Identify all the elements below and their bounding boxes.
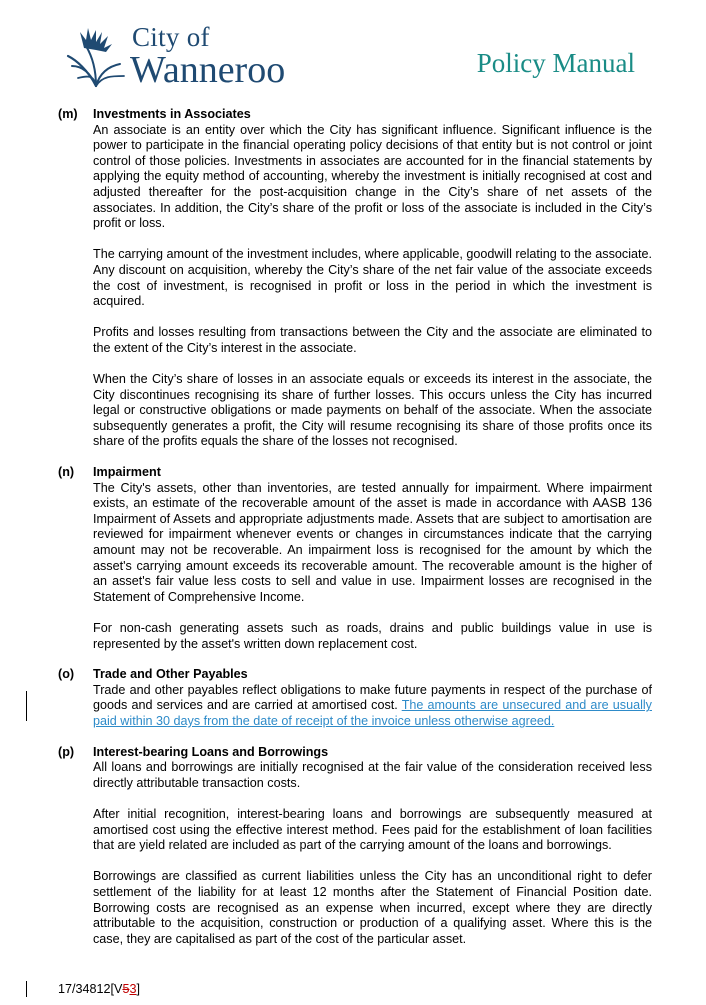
section-letter: (o) [58, 667, 75, 682]
section-heading: Investments in Associates [93, 107, 251, 121]
tracked-change-insertion[interactable]: The amounts are unsecured and are usually paid within 30 days from the date of receipt of the invoice unless otherwise agreed. [93, 698, 652, 728]
paragraph: Borrowings are classified as current liabilities unless the City has an unconditional right to defer settlement of the liability for at least 12 months after the Statement of Financial Position date. Borrowing costs are recognised as an expense when incurred, except where they are directly attributable to the acquisition, construction or production of a qualifying asset. Where this is the case, they are capitalised as part of the cost of the particular asset. [93, 869, 652, 946]
section-trade-and-other-payables [58, 667, 652, 729]
paragraph: All loans and borrowings are initially recognised at the fair value of the consideration received less directly attributable transaction costs. [93, 760, 652, 790]
section-heading: Impairment [93, 465, 161, 480]
city-of-wanneroo-logo [66, 22, 306, 92]
section-impairment [58, 465, 652, 652]
doc-ref-suffix: ] [136, 982, 140, 996]
paragraph: The carrying amount of the investment includes, where applicable, goodwill relating to the associate. Any discount on acquisition, whereby the City’s share of the net fair value of the associate exceeds the cost of investment, is recognised in profit or loss in the period in which the investment is acquired. [93, 247, 652, 309]
paragraph: The City's assets, other than inventories, are tested annually for impairment. Where impairment exists, an estimate of the recoverable amount of the asset is made in accordance with AASB 136 Impairment of Assets and appropriate adjustments made. Assets that are subject to amortisation are reviewed for impairment whenever events or changes in circumstances indicate that the carrying amount may not be recoverable. An impairment loss is recognised for the amount by which the asset's carrying amount exceeds its recoverable amount. The recoverable amount is the higher of an asset's fair value less costs to sell and value in use. Impairment losses are recognised in the Statement of Comprehensive Income. [93, 480, 652, 604]
paragraph: For non-cash generating assets such as roads, drains and public buildings value in use is represented by the asset's written down replacement cost. [93, 621, 652, 651]
section-letter: (n) [58, 465, 75, 480]
doc-ref-prefix: 17/34812[V [58, 982, 123, 996]
paragraph: When the City’s share of losses in an associate equals or exceeds its interest in the associate, the City discontinues recognising its share of further losses. This occurs unless the City has incurred legal or constructive obligations or made payments on behalf of the associate. When the associate subsequently generates a profit, the City will resume recognising its share of those profits once its share of the profits equals the share of the losses not recognised. [93, 372, 652, 449]
change-bar [26, 981, 27, 997]
policy-manual-title: Policy Manual [476, 48, 635, 78]
paragraph-text: Trade and other payables reflect obligations to make future payments in respect of the purchase of goods and services and are carried at amortised cost. [93, 682, 652, 713]
section-letter: (p) [58, 744, 75, 759]
logo-city-of-text: City of [132, 22, 210, 52]
section-heading: Interest-bearing Loans and Borrowings [93, 744, 329, 759]
revision-inserted: 3 [129, 982, 137, 996]
logo-wanneroo-text: Wanneroo [130, 49, 286, 91]
section-investments-in-associates [58, 107, 652, 450]
paragraph: Profits and losses resulting from transactions between the City and the associate are eliminated to the extent of the City’s interest in the associate. [93, 325, 652, 355]
paragraph: An associate is an entity over which the City has significant influence. Significant influence is the power to participate in the financial operating policy decisions of that entity but is not control or joint control of those policies. Investments in associates are accounted for in the financial statements by applying the equity method of accounting, whereby the investment is initially recognised at cost and adjusted thereafter for the post-acquisition change in the City’s share of net assets of the associates. In addition, the City’s share of the profit or loss of the associate is included in the City’s profit or loss. [93, 122, 652, 231]
section-heading: Trade and Other Payables [93, 667, 248, 682]
revision-deleted: 5 [122, 982, 130, 996]
document-reference [58, 982, 140, 996]
section-letter: (m) [58, 107, 78, 121]
grass-tree-emblem-icon [66, 26, 130, 88]
paragraph: After initial recognition, interest-bearing loans and borrowings are subsequently measured at amortised cost using the effective interest method. Fees paid for the establishment of loan facilities that are yield related are included as part of the carrying amount of the loans and borrowings. [93, 806, 652, 853]
change-bar [26, 691, 27, 721]
section-interest-bearing-loans [58, 745, 652, 948]
document-body [58, 107, 652, 947]
paragraph [93, 683, 652, 730]
